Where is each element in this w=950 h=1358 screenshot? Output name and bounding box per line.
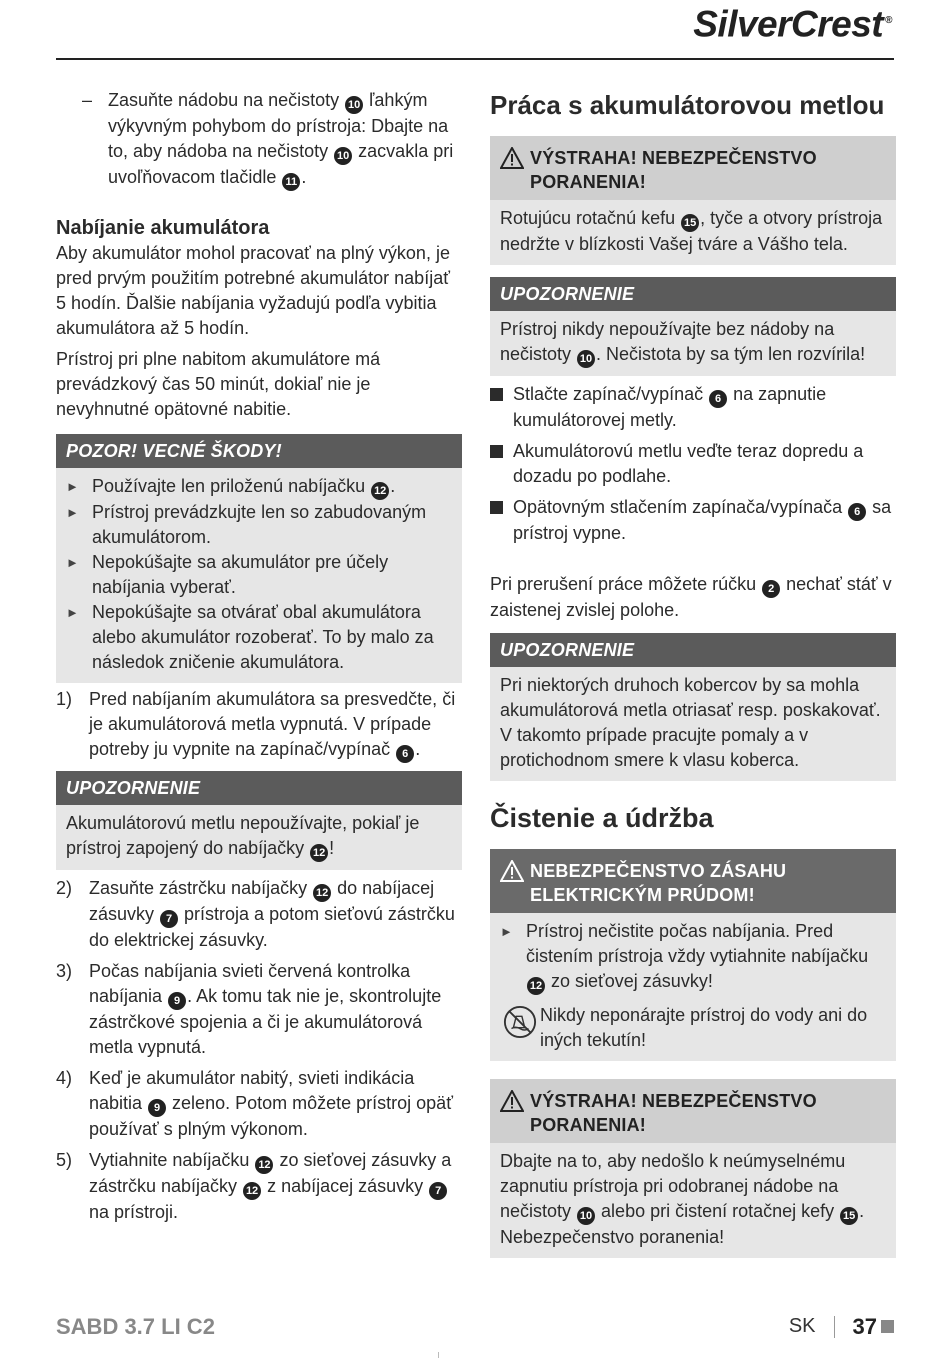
warning-1-title: VÝSTRAHA! NEBEZPEČENSTVO PORANENIA! (530, 148, 817, 192)
reference-number-badge: 7 (160, 910, 178, 928)
intro-item: – Zasuňte nádobu na nečistoty 10 ľahkým výkyvným pohybom do prístroja: Dbajte na to, aby nádoba na nečistoty 10 zacvakla pri uvoľňovacom tlačidle 11 . (82, 88, 462, 191)
reference-number-badge: 10 (345, 96, 363, 114)
center-mark (438, 1352, 439, 1358)
reference-number-badge: 6 (848, 503, 866, 521)
note-1-text: Akumulátorovú metlu nepoužívajte, pokiaľ je prístroj zapojený do nabíjačky 12 ! (56, 805, 462, 870)
caution-list (56, 468, 462, 683)
reference-number-badge: 7 (429, 1182, 447, 1200)
footer-language: SK (788, 1315, 816, 1337)
danger-title: NEBEZPEČENSTVO ZÁSAHU ELEKTRICKÝM PRÚDOM! (530, 861, 787, 905)
warning-2-text: Dbajte na to, aby nedošlo k neúmyselnému zapnutiu prístroja pri odobranej nádobe na nečistoty 10 alebo pri čistení rotačnej kefy 15 . Nebezpečenstvo poranenia! (500, 1151, 865, 1247)
caution-item: ► Nepokúšajte sa otvárať obal akumulátora alebo akumulátor rozoberať. To by malo za následok zničenie akumulátora. (66, 602, 434, 672)
reference-number-badge: 12 (313, 884, 331, 902)
warning-2-title: VÝSTRAHA! NEBEZPEČENSTVO PORANENIA! (530, 1091, 817, 1135)
header-rule (56, 58, 894, 60)
reference-number-badge: 9 (168, 992, 186, 1010)
brand-logo (693, 3, 892, 45)
reference-number-badge: 11 (282, 173, 300, 191)
right-column (490, 88, 896, 1258)
operation-step: Akumulátorovú metlu veďte teraz dopredu a dozadu po podlahe. (490, 439, 896, 489)
footer-separator (834, 1316, 835, 1338)
footer-page-info (789, 1314, 894, 1339)
warning-box-1 (490, 136, 896, 265)
registered-mark: ® (885, 15, 892, 26)
charging-paragraph-2: Prístroj pri plne nabitom akumulátore má prevádzkový čas 50 minút, dokiaľ nie je nevyhnutné opätovné nabitie. (56, 349, 381, 419)
charging-title: Nabíjanie akumulátora (56, 217, 270, 239)
note-2-text: Prístroj nikdy nepoužívajte bez nádoby na nečistoty 10 . Nečistota by sa tým len rozvírila! (490, 311, 896, 376)
interrupt-paragraph: Pri prerušení práce môžete rúčku 2 nechať stáť v zaistenej zvislej polohe. (490, 574, 892, 620)
note-box-1 (56, 771, 462, 870)
reference-number-badge: 2 (762, 580, 780, 598)
reference-number-badge: 15 (681, 214, 699, 232)
bullets-list (490, 382, 896, 546)
charging-paragraph-1: Aby akumulátor mohol pracovať na plný výkon, je pred prvým použitím potrebné akumulátor nabíjať 5 hodín. Ďalšie nabíjania vyžadujú podľa vybitia akumulátora až 5 hodín. (56, 243, 450, 338)
warning-triangle-icon (500, 1090, 524, 1112)
no-immersion-item (500, 1003, 886, 1053)
work-title: Práca s akumulátorovou metlou (490, 90, 885, 120)
intro-text: Zasuňte nádobu na nečistoty 10 ľahkým výkyvným pohybom do prístroja: Dbajte na to, aby nádoba na nečistoty 10 zacvakla pri uvoľňovacom tlačidle 11 . (108, 88, 462, 191)
caution-title: POZOR! VECNÉ ŠKODY! (56, 434, 462, 468)
note-3-title: UPOZORNENIE (490, 633, 896, 667)
footer-model: SABD 3.7 LI C2 (56, 1314, 215, 1339)
reference-number-badge: 10 (577, 350, 595, 368)
step-1: 1) Pred nabíjaním akumulátora sa presvedčte, či je akumulátorová metla vypnutá. V prípade potreby ju vypnite na zapínač/vypínač 6 . (56, 687, 462, 763)
note-box-2 (490, 277, 896, 376)
reference-number-badge: 10 (334, 147, 352, 165)
operation-step: Opätovným stlačením zapínača/vypínača 6 sa prístroj vypne. (490, 495, 896, 546)
caution-item: ► Používajte len priloženú nabíjačku 12 . (66, 474, 452, 500)
reference-number-badge: 12 (527, 977, 545, 995)
no-immersion-text: Nikdy neponárajte prístroj do vody ani do iných tekutín! (540, 1005, 868, 1050)
reference-number-badge: 12 (255, 1156, 273, 1174)
cleaning-title: Čistenie a údržba (490, 803, 714, 833)
step-item: 5) Vytiahnite nabíjačku 12 zo sieťovej zásuvky a zástrčku nabíjačky 12 z nabíjacej zásuvky 7 na prístroji. (56, 1150, 452, 1222)
danger-item: ► Prístroj nečistite počas nabíjania. Pred čistením prístroja vždy vytiahnite nabíjačku 12 zo sieťovej zásuvky! (500, 919, 886, 995)
reference-number-badge: 6 (709, 390, 727, 408)
caution-item: ► Prístroj prevádzkujte len so zabudovaným akumulátorom. (66, 502, 427, 547)
reference-number-badge: 12 (310, 844, 328, 862)
danger-box (490, 849, 896, 1061)
reference-number-badge: 12 (243, 1182, 261, 1200)
step-item: 2) Zasuňte zástrčku nabíjačky 12 do nabíjacej zásuvky 7 prístroja a potom sieťovú zástrčku do elektrickej zásuvky. (56, 878, 455, 950)
warning-1-text: Rotujúcu rotačnú kefu 15 , tyče a otvory prístroja nedržte v blízkosti Vašej tváre a Vášho tela. (500, 208, 883, 254)
caution-box (56, 434, 462, 683)
step-item: 4) Keď je akumulátor nabitý, svieti indikácia nabitia 9 zeleno. Potom môžete prístroj opäť používať s plným výkonom. (56, 1068, 453, 1139)
note-3-text: Pri niektorých druhoch kobercov by sa mohla akumulátorová metla otriasať resp. poskakovať. V takomto prípade pracujte pomaly a v protichodnom smere k vlasu koberca. (500, 675, 881, 770)
warning-triangle-icon (500, 147, 524, 169)
no-immersion-icon (500, 1005, 540, 1039)
electric-warning-icon (500, 860, 524, 882)
step-item: 3) Počas nabíjania svieti červená kontrolka nabíjania 9 . Ak tomu tak nie je, skontrolujte zástrčkové spojenia a či je akumulátorová metla vypnutá. (56, 961, 442, 1057)
page-marker-square (881, 1320, 894, 1333)
steps-list (56, 876, 462, 1225)
operation-step: Stlačte zapínač/vypínač 6 na zapnutie kumulátorovej metly. (490, 382, 896, 433)
reference-number-badge: 10 (577, 1207, 595, 1225)
reference-number-badge: 12 (371, 482, 389, 500)
reference-number-badge: 15 (840, 1207, 858, 1225)
note-box-3 (490, 633, 896, 781)
note-1-title: UPOZORNENIE (56, 771, 462, 805)
note-2-title: UPOZORNENIE (490, 277, 896, 311)
warning-box-2 (490, 1079, 896, 1258)
page-number: 37 (852, 1314, 877, 1339)
left-column (56, 88, 462, 1225)
reference-number-badge: 6 (396, 745, 414, 763)
brand-name: SilverCrest (693, 3, 884, 45)
reference-number-badge: 9 (148, 1099, 166, 1117)
caution-item: ► Nepokúšajte sa akumulátor pre účely nabíjania vyberať. (66, 552, 389, 597)
